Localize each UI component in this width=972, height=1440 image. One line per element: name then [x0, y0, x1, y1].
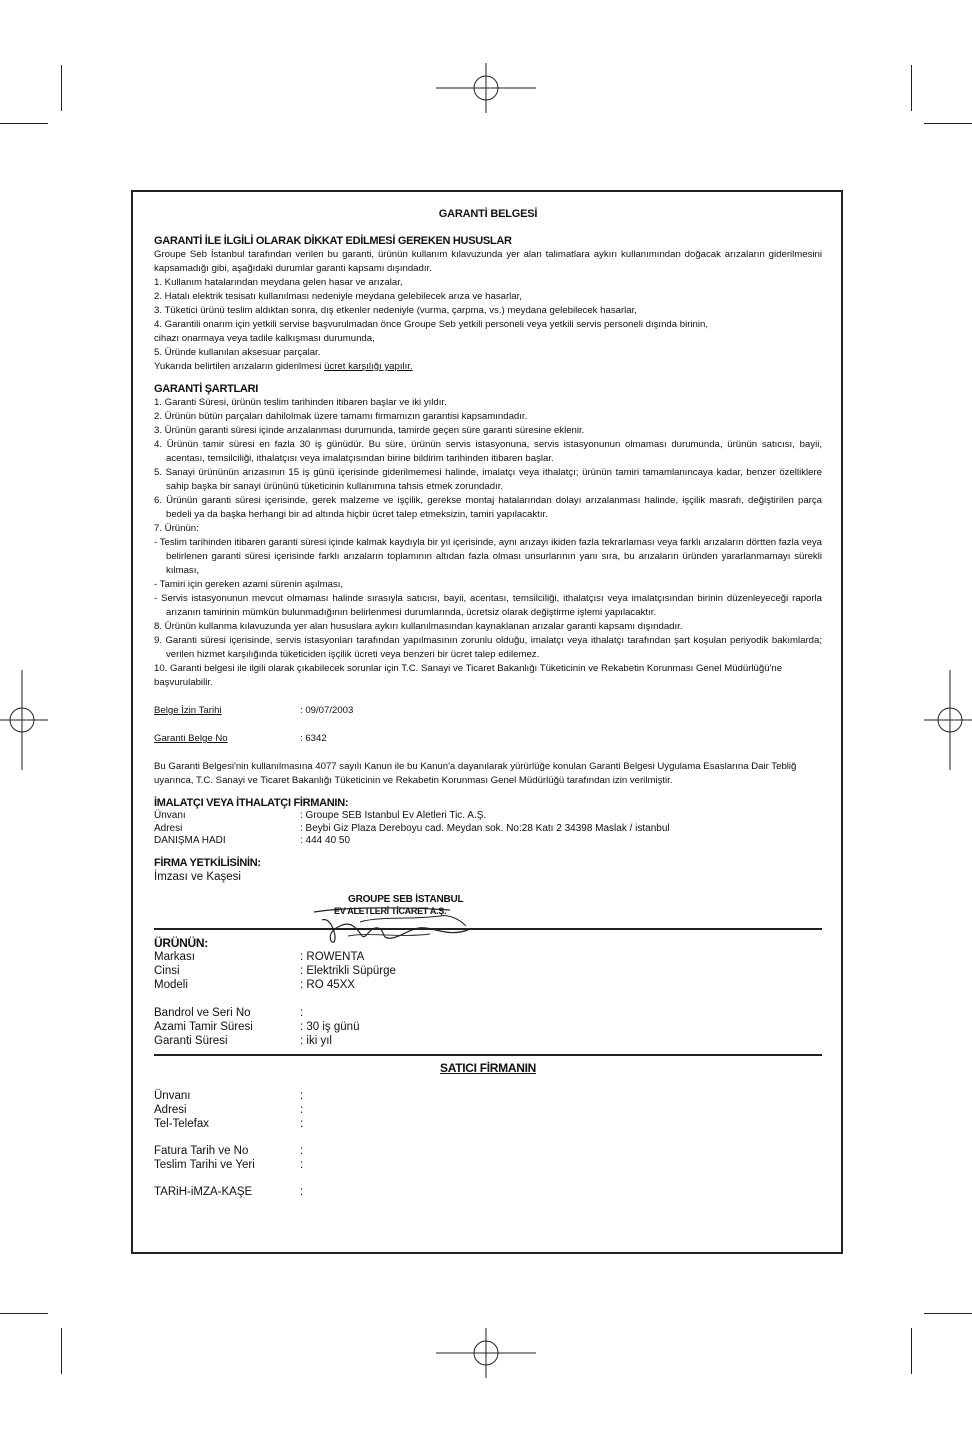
- list-item: - Teslim tarihinden itibaren garanti süresi içinde kalmak kaydıyla bir yıl içerisinde, aynı arızayı ikiden fazla tekrarlaması veya farklı arızaların dörtten fazla veya belirlenen garanti süresi içerisinde farklı arızaların toplamının altıdan fazla olması unsurlarının yanı sıra, bu arızaların üründen yararlanmamayı sürekli kılması,: [154, 537, 822, 576]
- field-label: Markası: [154, 950, 195, 963]
- stamp-line-1: GROUPE SEB İSTANBUL: [348, 894, 464, 905]
- product-row: [154, 1034, 822, 1048]
- permit-no-value: : 6342: [300, 733, 327, 744]
- seller-row: [154, 1103, 822, 1117]
- list-item: cihazı onarmaya veya tadile kalkışması durumunda,: [154, 333, 375, 344]
- list-item: 1. Kullanım hatalarından meydana gelen hasar ve arızalar,: [154, 277, 403, 288]
- field-value: :: [300, 1006, 304, 1019]
- crop-mark: [924, 123, 972, 124]
- list-item: 10. Garanti belgesi ile ilgili olarak çıkabilecek sorunlar için T.C. Sanayi ve Ticaret Bakanlığı Tüketicinin ve Rekabetin Korunması Genel Müdürlüğü'ne başvurulabilir.: [154, 663, 783, 688]
- section-heading-notices: GARANTİ İLE İLGİLİ OLARAK DİKKAT EDİLMESİ GEREKEN HUSUSLAR: [154, 235, 512, 247]
- notices-intro: Groupe Seb İstanbul tarafından verilen bu garanti, ürünün kullanım kılavuzunda yer alan talimatlara aykırı kullanımından doğacak arızaların giderilmesini kapsamadığı gibi, aşağıdaki durumlar garanti kapsamı dışındadır.: [154, 249, 822, 274]
- field-value: :: [300, 1103, 304, 1116]
- field-value: : iki yıl: [300, 1034, 332, 1047]
- seller-row: [154, 1144, 822, 1158]
- registration-mark-right: [924, 670, 972, 770]
- signature-scribble: [300, 886, 480, 946]
- list-item: 9. Garanti süresi içerisinde, servis istasyonları tarafından yapılmasının zorunlu olduğu, imalatçı veya ithalatçı tarafından şart koşulan periyodik bakımlarda; verilen hizmet karşılığında tüketiciden işçilik ücreti veya benzeri bir ücret talep edilemez.: [154, 635, 822, 660]
- permit-no-row: [154, 732, 822, 746]
- closing-underlined: ücret karşılığı yapılır.: [324, 361, 413, 372]
- field-label: Ünvanı: [154, 810, 186, 821]
- crop-mark: [0, 123, 48, 124]
- manufacturer-row: [154, 810, 822, 823]
- list-item: 5. Üründe kullanılan aksesuar parçalar.: [154, 347, 321, 358]
- registration-mark-left: [0, 670, 48, 770]
- list-item: 3. Tüketici ürünü teslim aldıktan sonra, dış etkenler nedeniyle (vurma, çarpma, vs.) meydana gelebilecek hasarlar,: [154, 305, 637, 316]
- field-value: :: [300, 1089, 304, 1102]
- manufacturer-heading: İMALATÇI VEYA İTHALATÇI FİRMANIN:: [154, 797, 349, 809]
- permit-date-label: Belge İzin Tarihi: [154, 705, 222, 716]
- permit-no-label: Garanti Belge No: [154, 733, 228, 744]
- field-label: Bandrol ve Seri No: [154, 1006, 251, 1019]
- field-label: Adresi: [154, 822, 183, 834]
- product-row: [154, 1020, 822, 1034]
- field-value: : RO 45XX: [300, 978, 355, 991]
- field-label: Teslim Tarihi ve Yeri: [154, 1158, 255, 1171]
- permit-date-value: : 09/07/2003: [300, 705, 354, 716]
- list-item: - Tamiri için gereken azami sürenin aşılması,: [154, 579, 344, 590]
- document-title: GARANTİ BELGESİ: [438, 208, 538, 220]
- list-item: 4. Ürünün tamir süresi en fazla 30 iş günüdür. Bu süre, ürünün servis istasyonuna, servis istasyonunun olmaması durumunda, ürünün satıcısı, bayii, acentası, temsilciliği, ithalatçısı veya imalatçısından birine bildirim tarihinden itibaren başlar.: [154, 439, 822, 464]
- field-label: Cinsi: [154, 964, 180, 977]
- list-item: 6. Ürünün garanti süresi içerisinde, gerek malzeme ve işçilik, gerekse montaj hatalarından dolayı arızalanması halinde, işçilik masrafı, değiştirilen parça bedeli ya da başka herhangi bir ad altında hiçbir ücret talep etmeksizin, tamiri yapılacaktır.: [154, 495, 822, 520]
- field-value: : ROWENTA: [300, 950, 365, 963]
- field-label: Modeli: [154, 978, 188, 991]
- field-value: :: [300, 1185, 304, 1198]
- registration-mark-top: [436, 63, 536, 113]
- company-stamp: [300, 886, 480, 946]
- field-label: Tel-Telefax: [154, 1117, 209, 1130]
- stamp-line-2: EV ALETLERİ TİCARET A.Ş.: [334, 906, 447, 916]
- product-row: [154, 1006, 822, 1020]
- field-value: : Beybi Giz Plaza Dereboyu cad. Meydan sok. No:28 Katı 2 34398 Maslak / istanbul: [300, 822, 670, 834]
- list-item: 4. Garantili onarım için yetkili servise başvurulmadan önce Groupe Seb yetkili personeli veya yetkili servis personeli dışında birinin,: [154, 319, 709, 330]
- manufacturer-row: [154, 835, 822, 848]
- section-heading-conditions: GARANTİ ŞARTLARI: [154, 383, 258, 395]
- authority-label: İmzası ve Kaşesi: [154, 870, 241, 883]
- list-item: 3. Ürünün garanti süresi içinde arızalanması durumunda, tamirde geçen süre garanti süresine eklenir.: [154, 425, 585, 436]
- notices-closing: [154, 360, 822, 374]
- product-row: [154, 964, 822, 978]
- list-item: 8. Ürünün kullanma kılavuzunda yer alan hususlara aykırı kullanılmasından kaynaklanan arızalar garanti kapsamı dışındadır.: [154, 621, 683, 632]
- crop-mark: [924, 1313, 972, 1314]
- crop-mark: [0, 1313, 48, 1314]
- field-label: Garanti Süresi: [154, 1034, 228, 1047]
- field-label: Azami Tamir Süresi: [154, 1020, 253, 1033]
- manufacturer-row: [154, 823, 822, 836]
- warranty-document: [154, 207, 822, 1199]
- field-value: :: [300, 1117, 304, 1130]
- list-item: 5. Sanayi ürününün arızasının 15 iş günü içerisinde giderilmemesi halinde, imalatçı veya ithalatçı; ürünün tamiri tamamlanıncaya kadar, benzer özelliklere sahip başka bir sanayi ürününü tüketicinin kullanımına tahsis etmek zorundadır.: [154, 467, 822, 492]
- list-item: 2. Ürünün bütün parçaları dahilolmak üzere tamamı firmamızın garantisi kapsamındadır.: [154, 411, 528, 422]
- crop-mark: [61, 65, 62, 111]
- closing-text: Yukarıda belirtilen arızaların giderilmesi: [154, 361, 325, 372]
- field-label: Fatura Tarih ve No: [154, 1144, 249, 1157]
- list-item: 7. Ürünün:: [154, 523, 199, 534]
- list-item: 2. Hatalı elektrik tesisatı kullanılması nedeniyle meydana gelebilecek arıza ve hasarlar,: [154, 291, 522, 302]
- field-value: : 444 40 50: [300, 835, 351, 846]
- field-label: TARiH-iMZA-KAŞE: [154, 1185, 253, 1198]
- field-value: :: [300, 1144, 304, 1157]
- crop-mark: [911, 1328, 912, 1374]
- list-item: 1. Garanti Süresi, ürünün teslim tarihinden itibaren başlar ve iki yıldır.: [154, 397, 447, 408]
- seller-signature-row: [154, 1185, 822, 1199]
- product-heading: ÜRÜNÜN:: [154, 935, 208, 950]
- registration-mark-bottom: [436, 1328, 536, 1378]
- product-row: [154, 978, 822, 992]
- field-value: : 30 iş günü: [300, 1020, 360, 1033]
- field-value: : Elektrikli Süpürge: [300, 964, 396, 977]
- field-value: : Groupe SEB Istanbul Ev Aletleri Tic. A.Ş.: [300, 810, 487, 821]
- crop-mark: [61, 1328, 62, 1374]
- seller-row: [154, 1117, 822, 1131]
- field-label: Ünvanı: [154, 1089, 191, 1102]
- seller-row: [154, 1089, 822, 1103]
- field-value: :: [300, 1158, 304, 1171]
- seller-heading: SATICI FİRMANIN: [440, 1060, 536, 1075]
- product-row: [154, 950, 822, 964]
- permit-date-row: [154, 704, 822, 718]
- list-item: - Servis istasyonunun mevcut olmaması halinde sırasıyla satıcısı, bayii, acentası, temsilciliği, ithalatçısı veya imalatçısından birinin düzenleyeceği raporla arızanın tamirinin mümkün bulunmadığının belirlenmesi durumlarında, ücretsiz olarak değiştirme işlemi yapılacaktır.: [154, 593, 822, 618]
- seller-row: [154, 1158, 822, 1172]
- crop-mark: [911, 65, 912, 111]
- field-label: Adresi: [154, 1103, 187, 1116]
- field-label: DANIŞMA HADI: [154, 835, 226, 846]
- authority-heading: FİRMA YETKİLİSİNİN:: [154, 856, 261, 869]
- permit-statement: Bu Garanti Belgesi'nin kullanılmasına 4077 sayılı Kanun ile bu Kanun'a dayanılarak yürürlüğe konulan Garanti Belgesi Uygulama Esaslarına Dair Tebliğ uyarınca, T.C. Sanayi ve Ticaret Bakanlığı Tüketicinin ve Rekabetin Korunması Genel Müdürlüğü tarafından izin verilmiştir.: [154, 761, 797, 786]
